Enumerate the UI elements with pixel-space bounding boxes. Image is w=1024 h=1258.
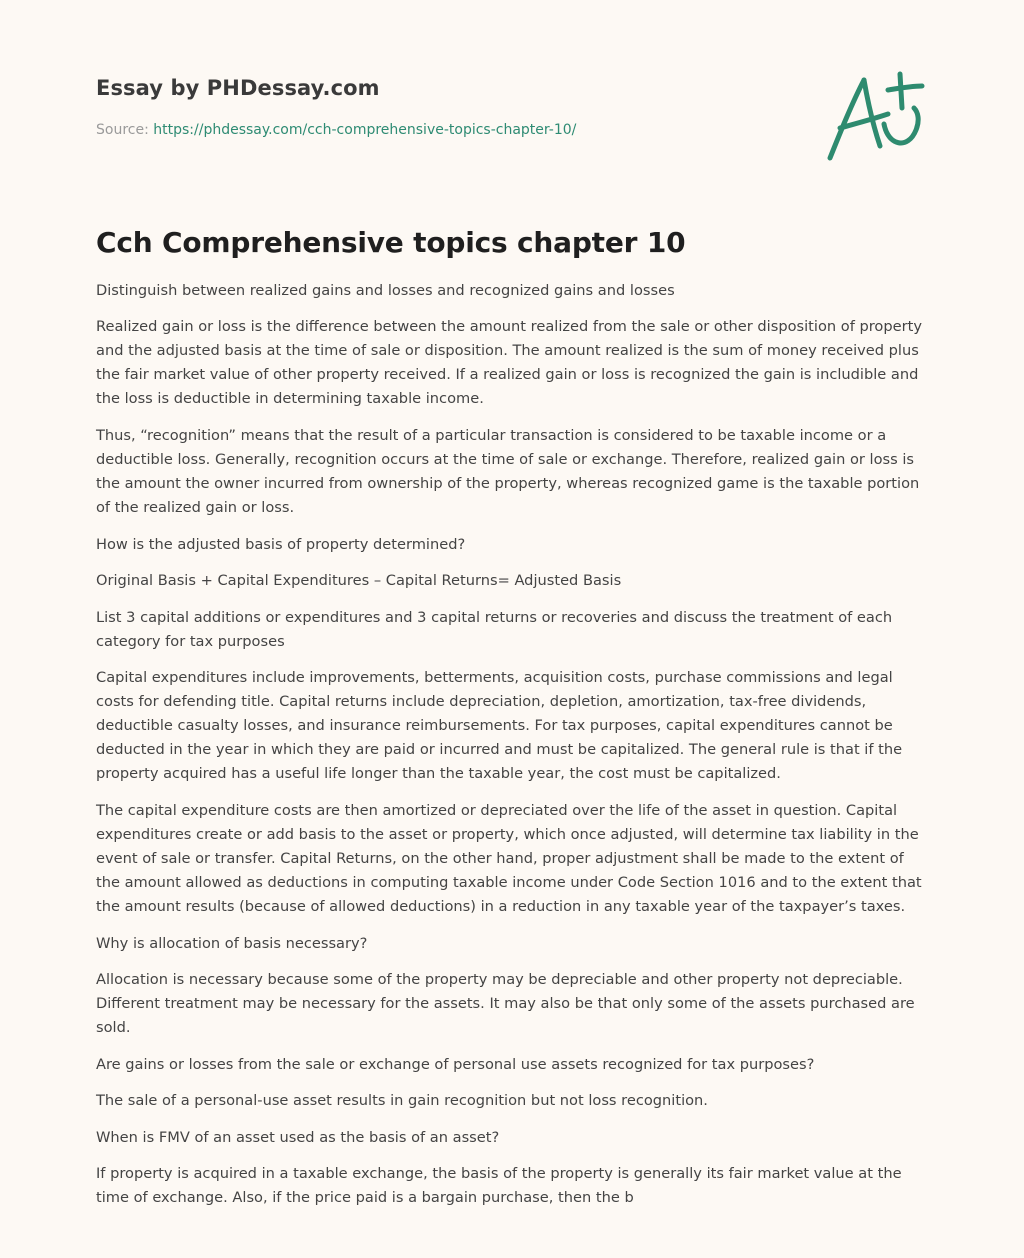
answer-paragraph: Thus, “recognition” means that the result of a particular transaction is considered to be taxable income or a deductible loss. Generally, recognition occurs at the time of sale or exchange. Therefore, realized gain or loss is the amount the owner incurred from ownership of the property, whereas recognized game is the taxable portion of the realized gain or loss. [96, 427, 920, 516]
a-plus-logo-svg [822, 68, 928, 164]
answer-paragraph: The capital expenditure costs are then amortized or depreciated over the life of the asset in question. Capital expenditures create or add basis to the asset or property, which once adjusted, will determine tax liability in the event of sale or transfer. Capital Returns, on the other hand, proper adjustment shall be made to the extent of the amount allowed as deductions in computing taxable income under Code Section 1016 and to the extent that the amount results (because of allowed deductions) in a reduction in any taxable year of the taxpayer’s taxes. [96, 802, 922, 915]
answer-paragraph: Capital expenditures include improvements, betterments, acquisition costs, purchase commissions and legal costs for defending title. Capital returns include depreciation, depletion, amortization, tax-free dividends, deductible casualty losses, and insurance reimbursements. For tax purposes, capital expenditures cannot be deducted in the year in which they are paid or incurred and must be capitalized. The general rule is that if the property acquired has a useful life longer than the taxable year, the cost must be capitalized. [96, 669, 903, 782]
article [96, 226, 926, 1223]
a-plus-logo-icon [822, 68, 928, 164]
question-paragraph: List 3 capital additions or expenditures and 3 capital returns or recoveries and discuss the treatment of each category for tax purposes [96, 609, 893, 650]
answer-paragraph: Original Basis + Capital Expenditures – Capital Returns= Adjusted Basis [96, 572, 622, 589]
page-title: Cch Comprehensive topics chapter 10 [96, 226, 686, 259]
source-link[interactable]: https://phdessay.com/cch-comprehensive-topics-chapter-10/ [153, 122, 577, 138]
question-paragraph: How is the adjusted basis of property determined? [96, 536, 466, 553]
question-paragraph: Distinguish between realized gains and losses and recognized gains and losses [96, 282, 675, 299]
question-paragraph: Are gains or losses from the sale or exchange of personal use assets recognized for tax purposes? [96, 1056, 815, 1073]
site-title: Essay by PHDessay.com [96, 76, 380, 100]
source-line [96, 122, 836, 138]
answer-paragraph: If property is acquired in a taxable exchange, the basis of the property is generally its fair market value at the time of exchange. Also, if the price paid is a bargain purchase, then the b [96, 1165, 902, 1206]
question-paragraph: When is FMV of an asset used as the basis of an asset? [96, 1129, 500, 1146]
source-label: Source: [96, 122, 154, 138]
answer-paragraph: Realized gain or loss is the difference between the amount realized from the sale or other disposition of property and the adjusted basis at the time of sale or disposition. The amount realized is the sum of money received plus the fair market value of other property received. If a realized gain or loss is recognized the gain is includible and the loss is deductible in determining taxable income. [96, 318, 922, 407]
answer-paragraph: Allocation is necessary because some of the property may be depreciable and other property not depreciable. Different treatment may be necessary for the assets. It may also be that only some of the assets purchased are sold. [96, 971, 915, 1036]
question-paragraph: Why is allocation of basis necessary? [96, 935, 368, 952]
answer-paragraph: The sale of a personal-use asset results in gain recognition but not loss recognition. [96, 1092, 708, 1109]
page-header [96, 76, 836, 138]
